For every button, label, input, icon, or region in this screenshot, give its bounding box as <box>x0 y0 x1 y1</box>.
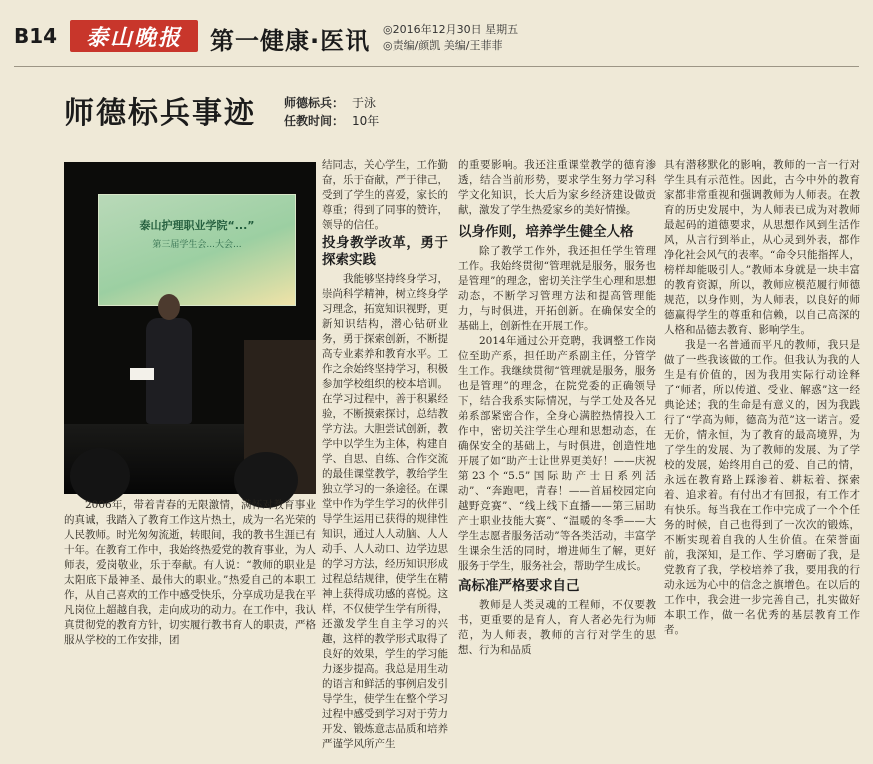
article-headline: 师德标兵事迹 <box>64 96 256 131</box>
date-line: ◎2016年12月30日 星期五 <box>383 23 519 36</box>
column-1-lower <box>260 516 450 730</box>
page-header <box>14 20 859 66</box>
projection-screen <box>98 194 296 306</box>
section-title: 第一健康·医讯 <box>210 27 371 55</box>
page-number: B14 <box>14 24 58 48</box>
byline-name-label: 师德标兵： <box>284 96 345 110</box>
paragraph: 教师是人类灵魂的工程师，不仅要教书，更重要的是育人，育人者必先行为师范，为人师表，教师的言行对学生的思想、行为和品质 <box>458 599 656 656</box>
subheading: 高标准严格要求自己 <box>458 578 580 594</box>
header-divider <box>14 66 859 67</box>
byline-years-label: 任教时间： <box>284 114 345 128</box>
speaker-figure <box>142 294 194 424</box>
header-meta <box>383 22 518 54</box>
paragraph: 除了教学工作外，我还担任学生管理工作。我始终贯彻“管理就是服务，服务也是管理”的理念，密切关注学生心理和思想动态，不断学习管理方法和提高管理能力，与时俱进，开拓创新。在确保安全的基础上，创新性在开展工作。 <box>458 245 656 332</box>
speaker-head <box>158 294 180 320</box>
article-photo <box>64 162 316 494</box>
paragraph: 的重要影响。我还注重课堂教学的德育渗透，结合当前形势，要求学生努力学习科学文化知识，长大后为家乡经济建设做贡献，激发了学生热爱家乡的美好情操。 <box>458 159 656 216</box>
byline-years-value: 10年 <box>352 114 380 128</box>
byline-name-value: 于泳 <box>352 96 377 110</box>
paragraph: 结同志，关心学生，工作勤奋，乐于奋献，严于律己，受到了学生的喜爱，家长的尊重；得到了同事的赞许，领导的信任。 <box>322 159 448 231</box>
paragraph: 具有潜移默化的影响，教师的一言一行对学生具有示范性。因此，古今中外的教育家都非常重视和强调教师为人师表。在教育的历史发展中，为人师表已成为对教师最起码的道德要求，从思想作风到生活作风，从言行到举止，从心灵到外表，都作净化社会风气的表率。“命令只能指挥人，榜样却能吸引人。”教师本身就是一块丰富的教育资源，所以，教师应模范履行师德规范，以身作则，为人师表，以良好的师德赢得学生的尊重和信赖，以自己高深的人格和品德去教育、影响学生。 <box>664 159 860 336</box>
subheading: 以身作则，培养学生健全人格 <box>458 224 634 240</box>
paragraph: 我能够坚持终身学习，崇尚科学精神，树立终身学习理念，拓宽知识视野，更新知识结构，潜心钻研业务，勇于探索创新，不断提高专业素养和教育水平。工作之余始终坚持学习，积极参加学校组织的校本培训。在学习过程中，善于积累经验，不断摸索探讨，总结教学方法。大胆尝试创新，教学中以学生为主体，构建自学、自思、自练、合作交流的最佳课堂教学，教给学生独立学习的一条途径。在课堂中作为学生学习的伙伴引导学生运用已获得的规律性知识，通过人人动脑、人人动手、人人动口、边学边思的学习方法，经历知识形成过程总结规律，使学生在精神上获得成功感的喜悦。这样，不仅使学生学有所得，还激发学生自主学习的兴趣，这样的教学形式取得了良好的效果，学生的学习能力逐步提高。我总是用生动的语言和鲜活的事例启发引导学生，使学生在整个学习过程中感受到学习对于劳力开发、锻炼意志品质和培养严谨学风所产生 <box>322 273 448 750</box>
column-1 <box>322 158 448 750</box>
paragraph: 2006年，带着青春的无限激情，满怀对教育事业的真诚，我踏入了教育工作这片热土，成为一名光荣的人民教师。时光匆匆流逝，转眼间，我的教书生涯已有十年。在教育工作中，我始终热爱党的教育事业，为人师表，爱岗敬业，乐于奉献。有人说：“教师的职业是太阳底下最神圣、最伟大的职业。”热爱自己的本职工作，从自己喜欢的工作中感受快乐，分享成功是我在平凡岗位上超越自我，走向成功的动力。在工作中，我认真贯彻党的教育方针，切实履行教书育人的职责，严格服从学校的工作安排，团 <box>64 499 316 646</box>
subheading: 投身教学改革，勇于探索实践 <box>322 235 448 268</box>
screen-text-line2: 第三届学生会...大会... <box>152 240 242 250</box>
column-3 <box>664 158 860 718</box>
column-2 <box>458 158 656 718</box>
editor-line: ◎责编/颜凯 美编/王菲菲 <box>383 39 503 52</box>
audience-head-left <box>70 448 130 504</box>
paragraph: 我是一名普通而平凡的教师，我只是做了一些我该做的工作。但我认为我的人生是有价值的，因为我用实际行动诠释了“师者，所以传道、受业、解惑”这一经典论述；我的生命是有意义的，因为我践行了“学高为师，德高为范”这一诺言。爱无价，情永恒，为了教育的最高境界，为了学生的发展、为了教师的发展、为了学校的发展，始终用自己的爱、自己的情，永远在教育路上踩渗着、耕耘着、探索着、追求着。有付出才有回报，有工作才有快乐。每当我在工作中完成了一个个任务的时候，自己也得到了一次次的锻炼，不断实现着自我的人生价值。在荣誉面前，我深知，是工作、学习磨砺了我，是党教育了我，学校培养了我，要用我的行动永远为心中的信念之旗增色。在以后的工作中，我会进一步完善自己，扎实做好本职工作，做一名优秀的基层教育工作者。 <box>664 339 860 636</box>
newspaper-logo: 泰山晚报 <box>70 20 198 52</box>
speaker-paper <box>130 368 154 380</box>
screen-text-line1: 泰山护理职业学院“...” <box>139 219 255 232</box>
paragraph: 2014年通过公开竞聘，我调整工作岗位至助产系，担任助产系副主任，分管学生工作。我继续贯彻“管理就是服务，服务也是管理”的理念，在院党委的正确领导下，结合我系实际情况，与学工处及各兄弟系部紧密合作，全身心满腔热情投入工作中，密切关注学生心理和思想动态，在确保安全的基础上，与时俱进，创造性地开展了如“助产士让世界更美好！——庆祝第23个“5.5”国际助产士日系列活动”、“奔跑吧，青春！——首届校园定向越野竞赛”、“线上线下直播——第三届助产士职业技能大赛”、“温暖的冬季——大学生志愿者服务活动”等各类活动，丰富学生课余生活的同时，增进师生了解，更好服务于学生，服务社会，帮助学生成长。 <box>458 335 656 572</box>
article-byline <box>284 94 379 130</box>
